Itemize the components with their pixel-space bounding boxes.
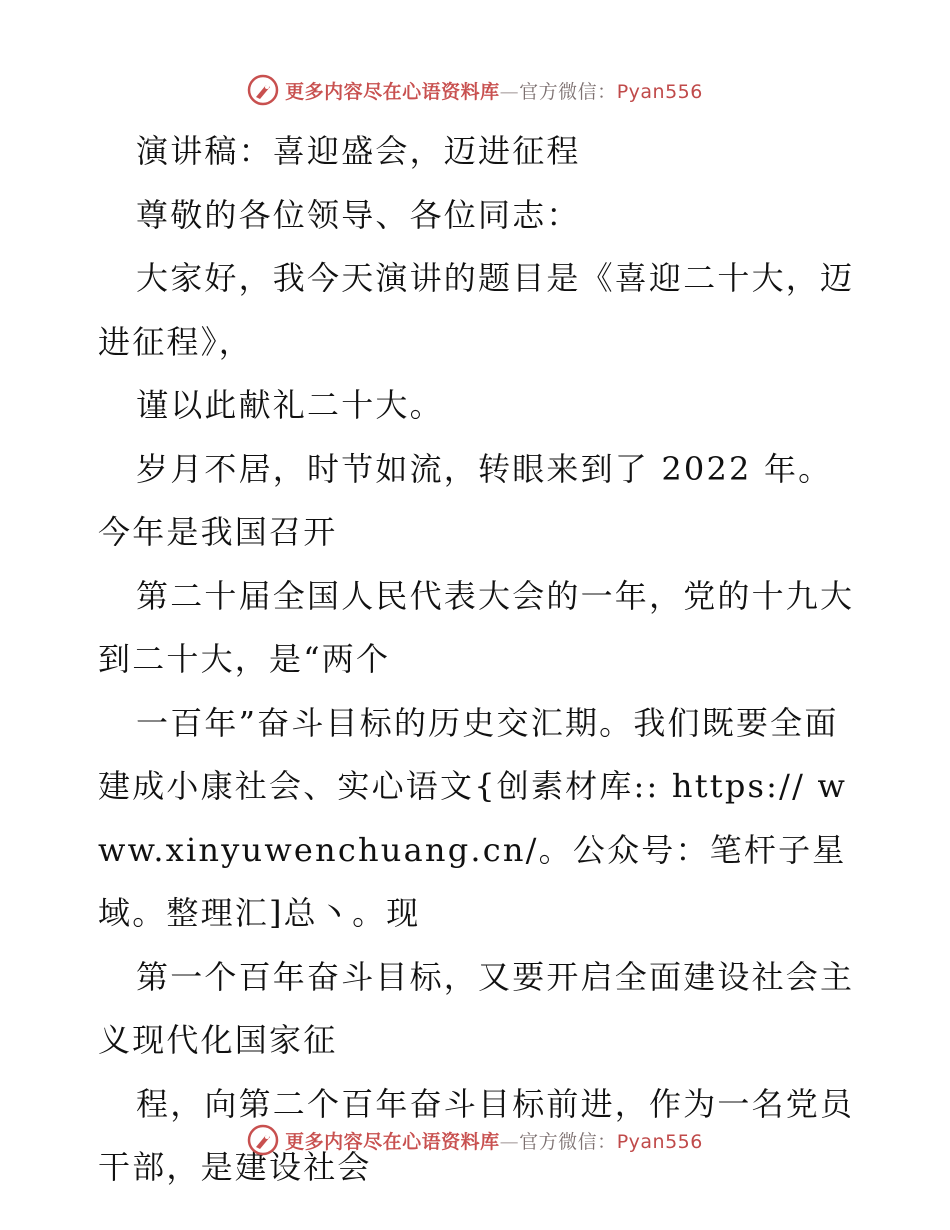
banner-site-name: 更多内容尽在心语资料库 <box>285 80 500 103</box>
banner-wechat-id: Pyan556 <box>616 80 703 103</box>
document-body <box>98 120 858 1200</box>
banner-text <box>285 1127 703 1154</box>
banner-separator: — <box>499 80 520 103</box>
paragraph: 谨以此献礼二十大。 <box>136 386 444 424</box>
footer-banner <box>0 1120 950 1160</box>
header-banner <box>0 70 950 110</box>
banner-text <box>285 77 703 104</box>
pen-nib-logo-icon <box>247 1124 279 1156</box>
banner-separator: — <box>499 1130 520 1153</box>
document-title: 演讲稿：喜迎盛会，迈进征程 <box>136 132 581 170</box>
paragraph: 程，向第二个百年奋斗目标前进，作为一名党员干部，是建设社会 <box>98 1084 855 1186</box>
paragraph: 一百年”奋斗目标的历史交汇期。我们既要全面建成小康社会、实心语文{创素材库:: https:// www.xinyuwenchuang.cn/。公众号：笔杆子星域。整理汇]总丶。现 <box>98 703 848 932</box>
banner-wechat-id: Pyan556 <box>616 1130 703 1153</box>
pen-nib-logo-icon <box>247 74 279 106</box>
banner-label: 官方微信： <box>519 1130 617 1153</box>
banner-site-name: 更多内容尽在心语资料库 <box>285 1130 500 1153</box>
salutation: 尊敬的各位领导、各位同志： <box>136 195 581 234</box>
paragraph: 岁月不居，时节如流，转眼来到了 2022 年。今年是我国召开 <box>98 449 833 551</box>
paragraph: 第二十届全国人民代表大会的一年，党的十九大到二十大，是“两个 <box>98 576 855 678</box>
paragraph: 第一个百年奋斗目标，又要开启全面建设社会主义现代化国家征 <box>98 957 855 1059</box>
paragraph: 大家好，我今天演讲的题目是《喜迎二十大，迈进征程》， <box>98 259 855 361</box>
banner-label: 官方微信： <box>519 80 617 103</box>
